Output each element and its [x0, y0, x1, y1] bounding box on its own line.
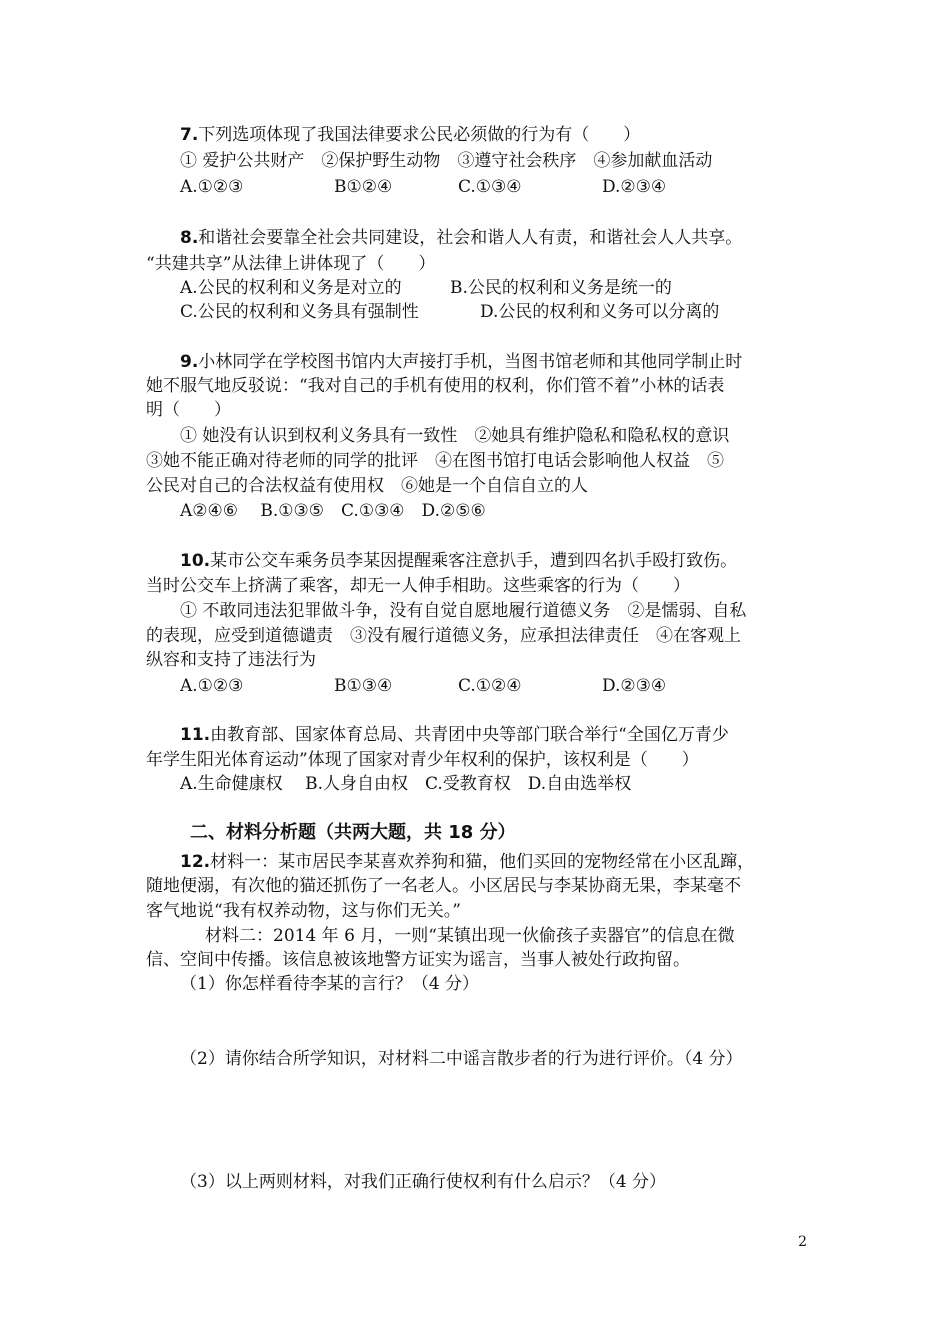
q10-items-line2: 的表现，应受到道德谴责 ③没有履行道德义务，应承担法律责任 ④在客观上 [146, 626, 741, 646]
q7-stem-text: 下列选项体现了我国法律要求公民必须做的行为有（ ） [198, 125, 641, 145]
q11-stem-line2: 年学生阳光体育运动”体现了国家对青少年权利的保护，该权利是（ ） [146, 750, 699, 770]
q10-items-line3: 纵容和支持了违法行为 [146, 650, 316, 670]
q12-material1-line2: 随地便溺，有次他的猫还抓伤了一名老人。小区居民与李某协商无果，李某毫不 [146, 876, 741, 896]
q12-subquestion-3: （3）以上两则材料，对我们正确行使权利有什么启示？（4 分） [180, 1172, 667, 1192]
q10-option-a: A.①②③ [180, 676, 244, 696]
q8-option-b: B.公民的权利和义务是统一的 [450, 278, 672, 298]
q8-option-d: D.公民的权利和义务可以分离的 [480, 302, 720, 322]
q12-subquestion-2: （2）请你结合所学知识，对材料二中谣言散步者的行为进行评价。（4 分） [180, 1049, 743, 1069]
q9-stem-line2: 她不服气地反驳说：“我对自己的手机有使用的权利，你们管不着”小林的话表 [146, 376, 725, 396]
q10-items-line1: ① 不敢同违法犯罪做斗争，没有自觉自愿地履行道德义务 ②是懦弱、自私 [180, 601, 747, 621]
q9-items-line3: 公民对自己的合法权益有使用权 ⑥她是一个自信自立的人 [146, 476, 588, 496]
q11-stem-line1 [180, 723, 729, 747]
q10-option-d: D.②③④ [602, 676, 667, 696]
q9-stem-line3: 明（ ） [146, 400, 231, 420]
q10-option-c: C.①②④ [458, 676, 522, 696]
q8-options-row1 [180, 276, 672, 300]
q9-stem-text: 小林同学在学校图书馆内大声接打手机，当图书馆老师和其他同学制止时 [198, 352, 743, 372]
q8-number: 8. [180, 228, 199, 248]
q10-stem-line1 [180, 549, 737, 573]
q11-number: 11. [180, 725, 211, 745]
q7-option-c: C.①③④ [458, 177, 522, 197]
q8-options-row2 [180, 300, 719, 324]
q7-items: ① 爱护公共财产 ②保护野生动物 ③遵守社会秩序 ④参加献血活动 [180, 151, 713, 171]
q12-material2-line1: 材料二：2014 年 6 月，一则“某镇出现一伙偷孩子卖器官”的信息在微 [205, 926, 735, 946]
q7-stem [180, 123, 640, 147]
q8-option-a: A.公民的权利和义务是对立的 [180, 278, 402, 298]
q12-material1-text: 材料一：某市居民李某喜欢养狗和猫，他们买回的宠物经常在小区乱蹿， [210, 852, 755, 872]
q8-stem-line2: “共建共享”从法律上讲体现了（ ） [146, 254, 436, 274]
q7-option-a: A.①②③ [180, 177, 244, 197]
q12-material2-line2: 信、空间中传播。该信息被该地警方证实为谣言，当事人被处行政拘留。 [146, 950, 690, 970]
q7-option-d: D.②③④ [602, 177, 667, 197]
q10-options [180, 674, 666, 698]
q7-number: 7. [180, 125, 199, 145]
q12-number: 12. [180, 852, 211, 872]
q9-number: 9. [180, 352, 199, 372]
q9-stem-line1 [180, 350, 742, 374]
q10-stem-text: 某市公交车乘务员李某因提醒乘客注意扒手，遭到四名扒手殴打致伤。 [210, 551, 738, 571]
q11-options: A.生命健康权 B.人身自由权 C.受教育权 D.自由选举权 [180, 774, 632, 794]
q8-stem-line1 [180, 226, 742, 250]
q9-items-line2: ③她不能正确对待老师的同学的批评 ④在图书馆打电话会影响他人权益 ⑤ [146, 451, 724, 471]
q9-items-line1: ① 她没有认识到权利义务具有一致性 ②她具有维护隐私和隐私权的意识 [180, 426, 730, 446]
q12-material1-line3: 客气地说“我有权养动物，这与你们无关。” [146, 901, 461, 921]
q11-stem-text: 由教育部、国家体育总局、共青团中央等部门联合举行“全国亿万青少 [210, 725, 729, 745]
q10-option-b: B①③④ [334, 676, 393, 696]
q7-option-b: B①②④ [334, 177, 393, 197]
q8-option-c: C.公民的权利和义务具有强制性 [180, 302, 419, 322]
q9-options: A②④⑥ B.①③⑤ C.①③④ D.②⑤⑥ [180, 501, 486, 521]
q12-material1-line1 [180, 850, 754, 874]
q12-subquestion-1: （1）你怎样看待李某的言行？（4 分） [180, 974, 480, 994]
q8-stem-text: 和谐社会要靠全社会共同建设，社会和谐人人有责，和谐社会人人共享。 [198, 228, 743, 248]
page-number: 2 [798, 1234, 807, 1250]
q10-number: 10. [180, 551, 211, 571]
section2-heading: 二、材料分析题（共两大题，共 18 分） [190, 822, 516, 843]
q10-stem-line2: 当时公交车上挤满了乘客，却无一人伸手相助。这些乘客的行为（ ） [146, 576, 690, 596]
q7-options [180, 175, 666, 199]
